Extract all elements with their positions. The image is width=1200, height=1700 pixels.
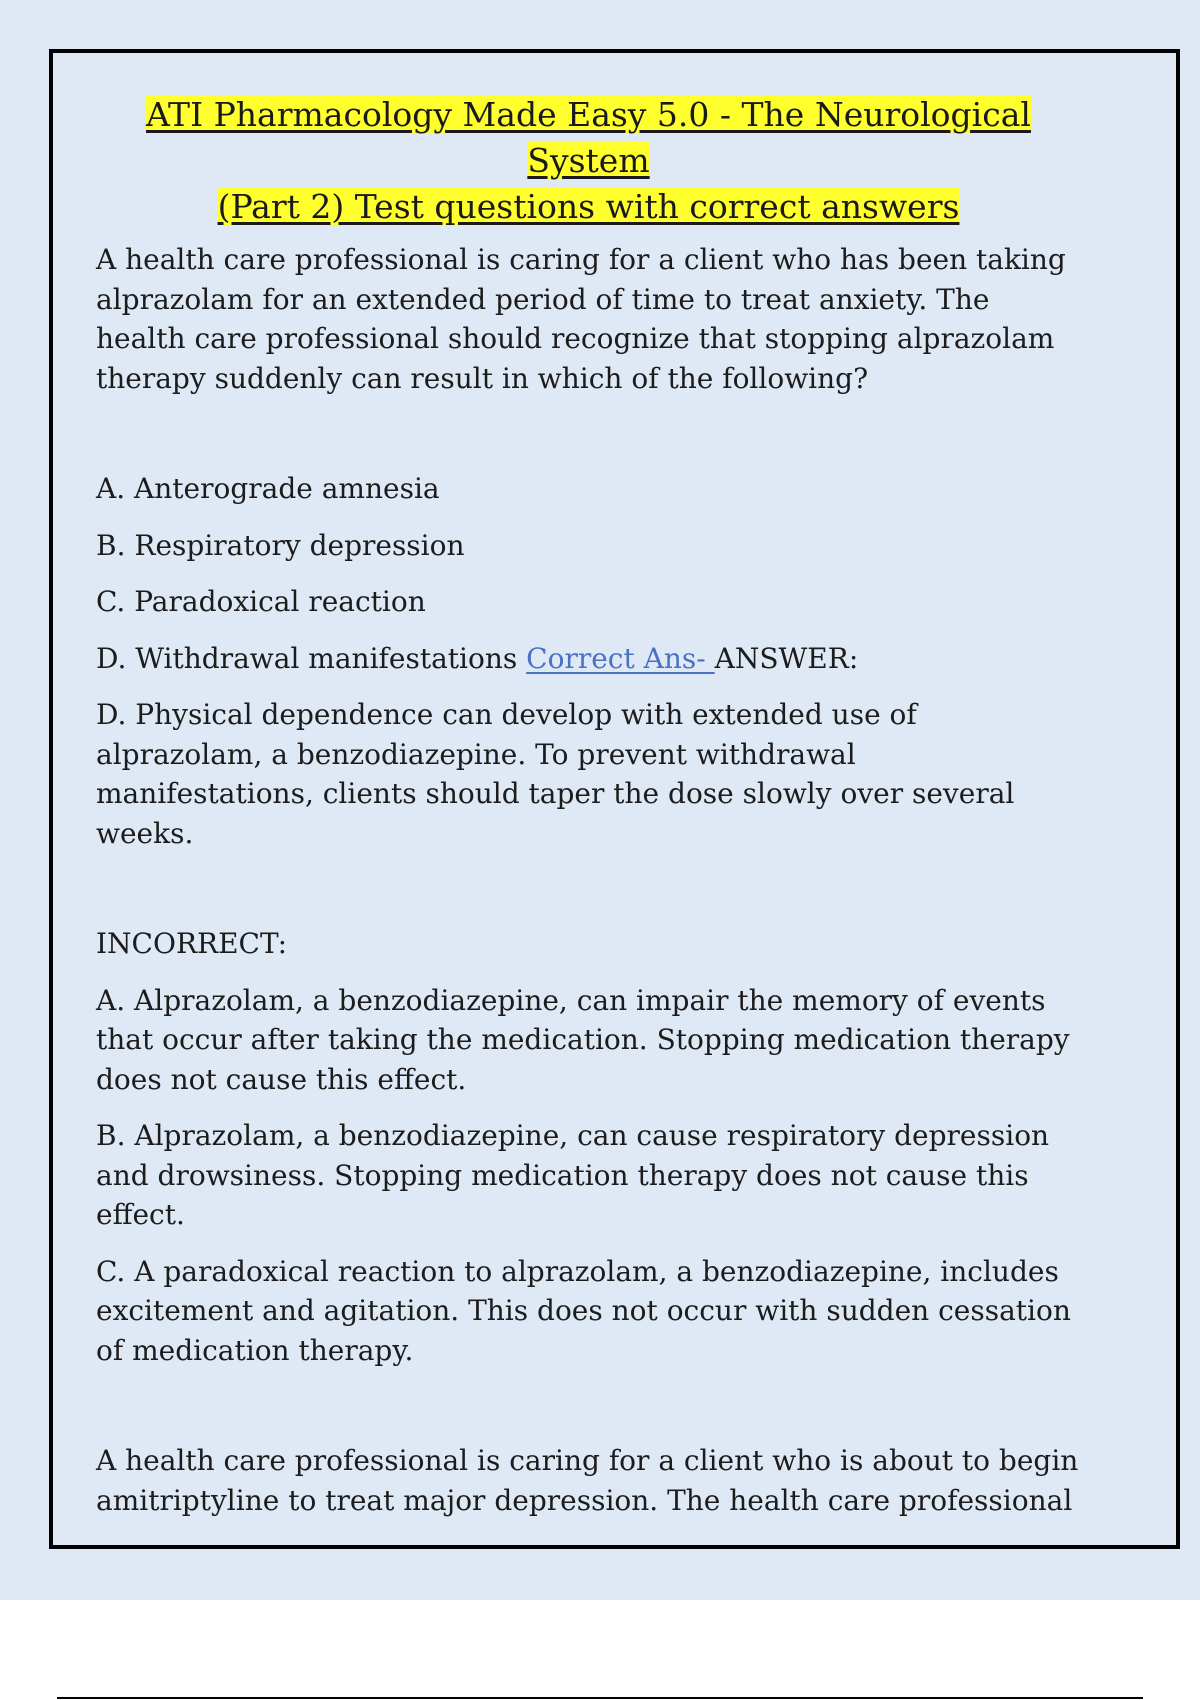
title-line-2: (Part 2) Test questions with correct answers xyxy=(217,187,960,226)
incorrect-label: INCORRECT: xyxy=(96,927,288,960)
answer-rationale: D. Physical dependence can develop with extended use of alprazolam, a benzodiazepine. To prevent withdrawal manifestations, clients should taper the dose slowly over several weeks. xyxy=(96,698,1015,850)
title-line-1: ATI Pharmacology Made Easy 5.0 - The Neurological System xyxy=(146,95,1031,180)
incorrect-c: C. A paradoxical reaction to alprazolam, a benzodiazepine, includes excitement and agitation. This does not occur with sudden cessation of medication therapy. xyxy=(96,1254,1071,1367)
option-d: D. Withdrawal manifestations xyxy=(96,641,518,675)
option-a: A. Anterograde amnesia xyxy=(96,472,440,505)
footer-divider xyxy=(57,1697,1143,1699)
option-b: B. Respiratory depression xyxy=(96,528,465,562)
question-1-stem: A health care professional is caring for a client who has been taking alprazolam for an extended period of time to treat anxiety. The health care professional should recognize that stopping alprazolam therapy suddenly can result in which of the following? xyxy=(96,243,1066,395)
option-c: C. Paradoxical reaction xyxy=(96,585,426,618)
document-title xyxy=(96,92,1081,230)
incorrect-b: B. Alprazolam, a benzodiazepine, can cause respiratory depression and drowsiness. Stopping medication therapy does not cause this effect. xyxy=(96,1119,1050,1231)
correct-answer-link[interactable]: Correct Ans- xyxy=(526,641,715,675)
answer-label: ANSWER: xyxy=(714,641,859,675)
document-content xyxy=(96,92,1081,1520)
incorrect-a: A. Alprazolam, a benzodiazepine, can impair the memory of events that occur after taking the medication. Stopping medication therapy does not cause this effect. xyxy=(96,983,1070,1096)
option-d-row xyxy=(96,639,1081,679)
question-2-stem: A health care professional is caring for a client who is about to begin amitriptyline to treat major depression. The health care professional xyxy=(96,1444,1079,1517)
